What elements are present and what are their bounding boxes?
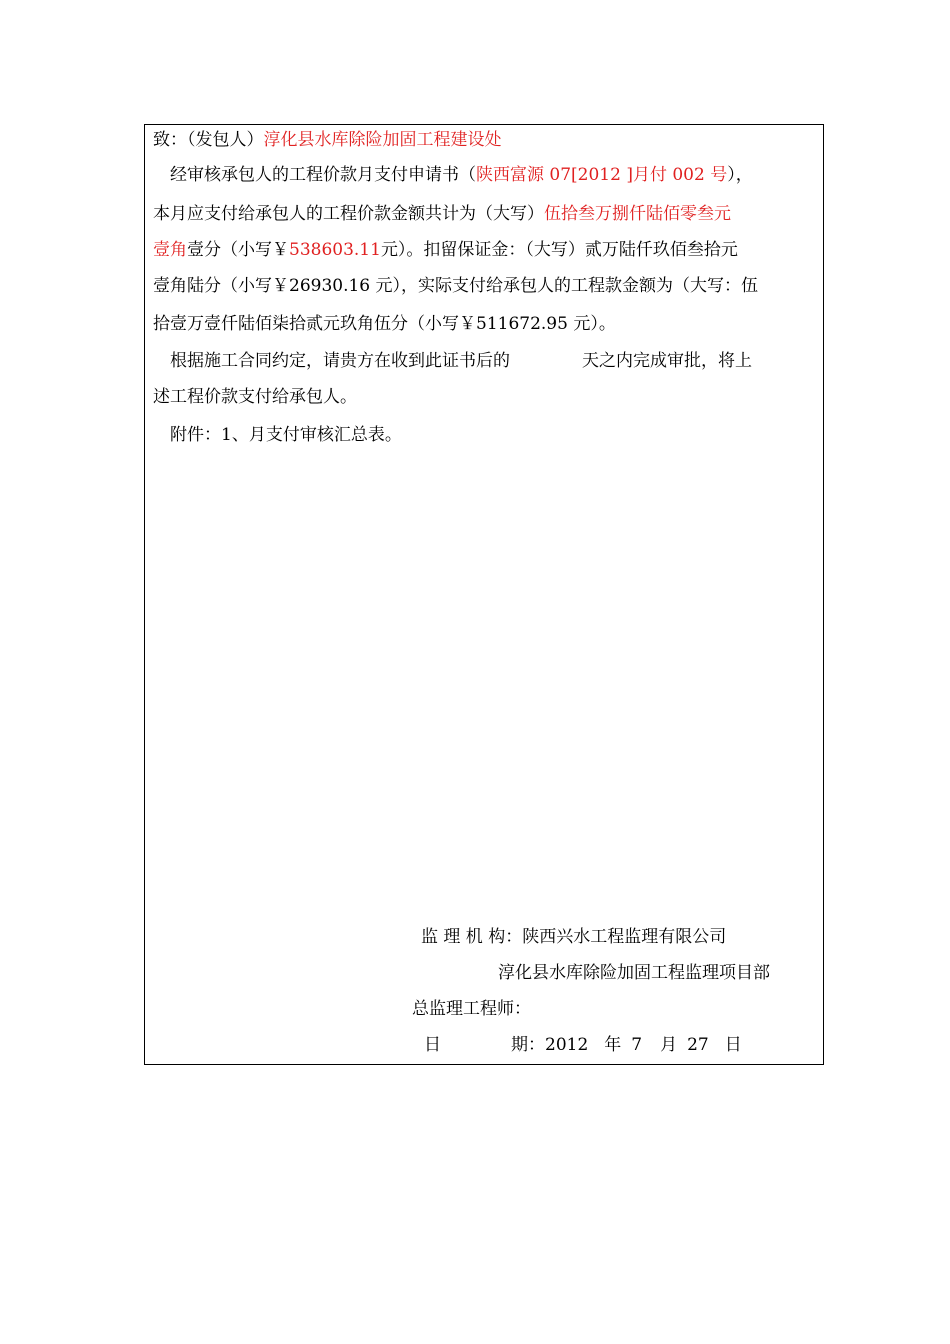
attachment-line: 附件：1、月支付审核汇总表。: [170, 425, 402, 445]
para1-text: 本月应支付给承包人的工程价款金额共计为（大写）: [153, 204, 544, 224]
para2-text: 天之内完成审批，将上: [582, 351, 752, 371]
application-reference: 陕西富源 07[2012 ]月付 002 号: [476, 165, 728, 185]
para1-text: 壹分（小写￥: [187, 240, 289, 260]
amount-capital-end: 壹角: [153, 240, 187, 260]
addressee-name: 淳化县水库除险加固工程建设处: [263, 130, 502, 150]
date-day: 27: [687, 1035, 709, 1055]
date-label: 期：: [511, 1035, 545, 1055]
para2-line2: 述工程价款支付给承包人。: [153, 387, 357, 407]
org-name: 陕西兴水工程监理有限公司: [522, 927, 727, 947]
amount-capital: 伍拾叁万捌仟陆佰零叁元: [544, 204, 731, 224]
year-unit: 年: [604, 1035, 622, 1055]
chief-engineer-label: 总监理工程师：: [412, 999, 531, 1019]
para1-line2: [153, 202, 731, 226]
addressee-line: [153, 128, 502, 152]
amount-small: 538603.11: [289, 240, 381, 260]
date-line: [424, 1033, 742, 1057]
para2-line1: [170, 349, 752, 373]
addressee-prefix: 致：（发包人）: [153, 130, 264, 150]
para1-text: 元）。扣留保证金：（大写）贰万陆仟玖佰叁拾元: [380, 240, 738, 260]
project-dept: 淳化县水库除险加固工程监理项目部: [498, 963, 770, 983]
supervision-org-line: [421, 925, 726, 949]
date-label: 日: [424, 1035, 441, 1055]
date-year: 2012: [545, 1035, 589, 1055]
day-unit: 日: [724, 1035, 742, 1055]
para2-text: 根据施工合同约定，请贵方在收到此证书后的: [170, 351, 510, 371]
notice-frame: [144, 124, 824, 1065]
para1-line5: 拾壹万壹仟陆佰柒拾贰元玖角伍分（小写￥511672.95 元）。: [153, 314, 616, 334]
para1-text: ），: [727, 165, 753, 185]
para1-line1: [170, 163, 753, 187]
para1-text: 经审核承包人的工程价款月支付申请书（: [170, 165, 476, 185]
para1-line4: 壹角陆分（小写￥26930.16 元），实际支付给承包人的工程款金额为（大写：伍: [153, 276, 759, 296]
para1-line3: [153, 238, 738, 262]
month-unit: 月: [660, 1035, 678, 1055]
org-label: 监 理 机 构：: [421, 927, 523, 947]
date-month: 7: [631, 1035, 643, 1055]
